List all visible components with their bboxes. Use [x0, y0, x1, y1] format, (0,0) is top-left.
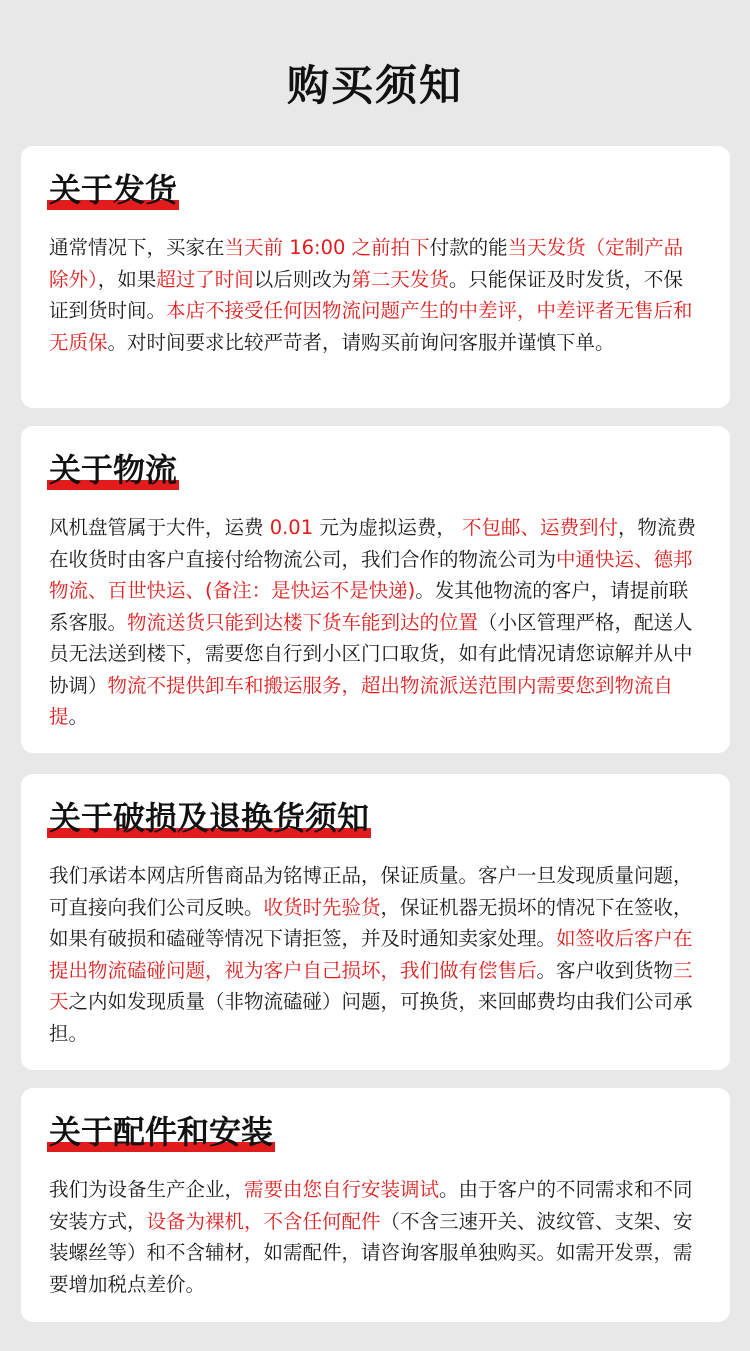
shipping-title: 关于发货 — [49, 168, 177, 212]
highlight-text: 0.01 — [269, 516, 314, 539]
damage-return-title: 关于破损及退换货须知 — [49, 796, 369, 840]
body-text: 元为虚拟运费， — [313, 516, 463, 539]
accessories-install-body — [49, 1174, 702, 1300]
body-text: ，物流费在收货时由客户直接付给物流公司，我们合作的物流公司为 — [49, 516, 697, 571]
highlight-text: 收货时先验货 — [263, 895, 381, 919]
body-text: 。发其他物流的客户，请提前联系客服。 — [49, 579, 689, 634]
highlight-text: 超过了时间 — [156, 267, 254, 291]
logistics-title: 关于物流 — [49, 448, 177, 492]
body-text: 风机盘管属于大件，运费 — [49, 516, 270, 539]
logistics-body — [49, 512, 702, 733]
body-text: ，保证机器无损坏的情况下在签收，如果有破损和磕碰等情况下请拒签，并及时通知卖家处理。 — [49, 895, 693, 950]
body-text: 我们承诺本网店所售商品为铭博正品，保证质量。客户一旦发现质量问题，可直接向我们公司反映。 — [49, 864, 693, 919]
body-text: 。由于客户的不同需求和不同安装方式， — [49, 1178, 693, 1233]
highlight-text: 三天 — [49, 958, 693, 1013]
highlight-text: 不包邮、运费到付 — [462, 516, 619, 539]
body-text: （不含三速开关、波纹管、支架、安装螺丝等）和不含辅材，如需配件，请咨询客服单独购买。如需开发票，需要增加税点差价。 — [49, 1209, 693, 1296]
shipping-card — [21, 146, 730, 408]
page-title: 购买须知 — [286, 61, 463, 110]
body-text: 以后则改为 — [253, 267, 352, 291]
body-text: 我们为设备生产企业， — [49, 1178, 245, 1201]
highlight-text: 物流送货只能到达楼下货车能到达的位置 — [127, 610, 479, 634]
body-text: 。对时间要求比较严苛者，请购买前询问客服并谨慎下单。 — [107, 330, 615, 354]
body-text: 。 — [68, 705, 89, 728]
highlight-text: 中通快运、德邦物流、百世快运、(备注：是快运不是快递) — [49, 547, 693, 602]
body-text: ，如果 — [97, 267, 157, 291]
damage-return-body — [49, 860, 702, 1049]
logistics-card — [21, 426, 730, 753]
body-text: 。只能保证及时发货，不保证到货时间。 — [49, 267, 683, 322]
highlight-text: 当天发货（定制产品除外） — [49, 236, 684, 291]
body-text: 通常情况下，买家在 — [49, 236, 225, 259]
body-text: （小区管理严格，配送人员无法送到楼下，需要您自行到小区门口取货，如有此情况请您谅解并从中协调） — [49, 610, 693, 697]
accessories-install-card — [21, 1088, 730, 1322]
accessories-install-title: 关于配件和安装 — [49, 1110, 273, 1154]
highlight-text: 物流不提供卸车和搬运服务，超出物流派送范围内需要您到物流自提 — [49, 673, 674, 728]
damage-return-card — [21, 774, 730, 1070]
body-text: 。客户收到货物 — [536, 958, 674, 982]
highlight-text: 需要由您自行安装调试 — [244, 1178, 440, 1201]
highlight-text: 设备为裸机，不含任何配件 — [146, 1209, 381, 1233]
shipping-body — [49, 232, 702, 358]
body-text: 付款的能 — [429, 236, 508, 259]
highlight-text: 如签收后客户在提出物流磕碰问题，视为客户自己损坏，我们做有偿售后 — [49, 927, 693, 982]
body-text: 之内如发现质量（非物流磕碰）问题，可换货，来回邮费均由我们公司承担。 — [49, 990, 693, 1045]
highlight-text: 本店不接受任何因物流问题产生的中差评，中差评者无售后和无质保 — [49, 299, 693, 354]
highlight-text: 第二天发货 — [351, 267, 449, 291]
highlight-text: 当天前 16:00 之前拍下 — [224, 236, 430, 259]
